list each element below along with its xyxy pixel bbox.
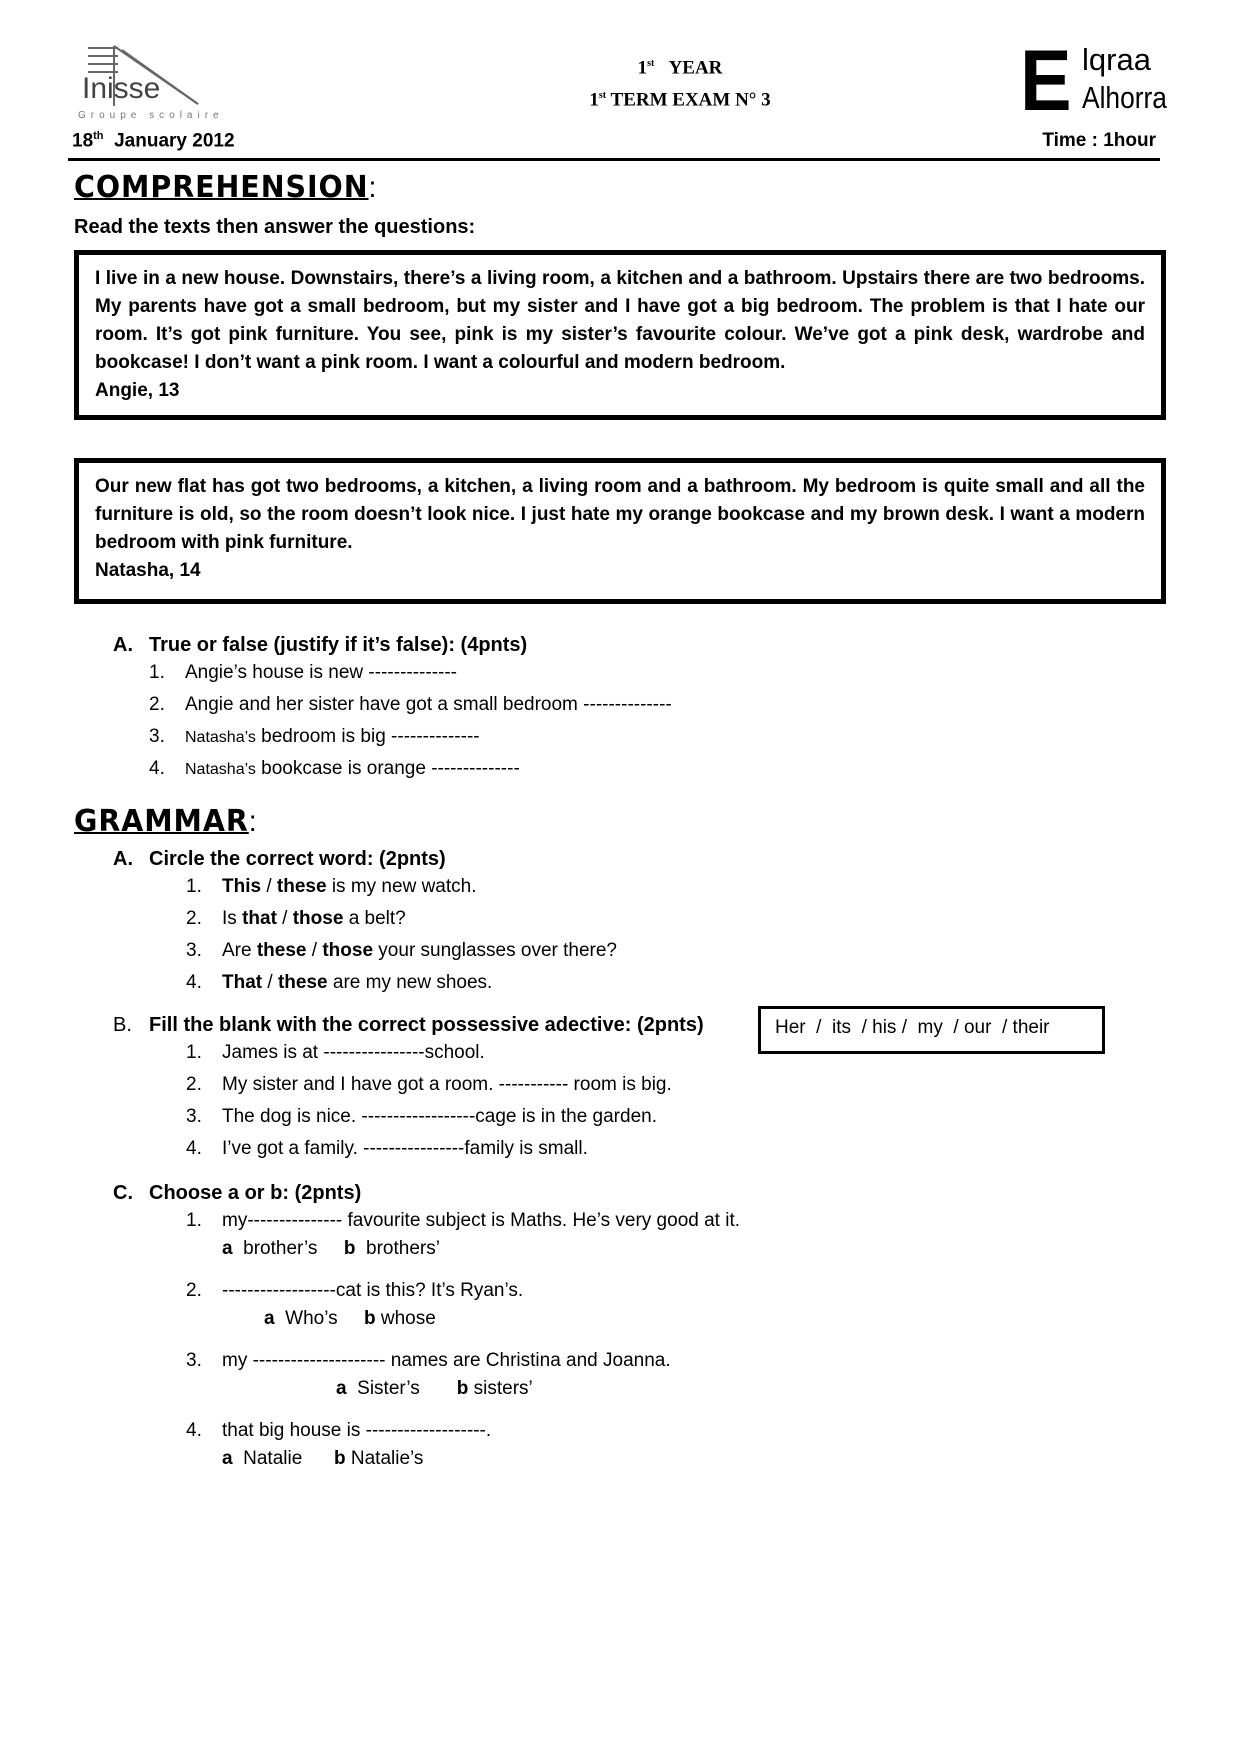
comprehension-instruction: Read the texts then answer the questions:: [74, 216, 476, 238]
fill-blank-item: 3. The dog is nice. ------------------cage is in the garden.: [186, 1106, 657, 1127]
true-false-item: 2. Angie and her sister have got a small bedroom --------------: [149, 694, 672, 715]
logo-left-subtitle: Groupe scolaire: [78, 110, 224, 121]
exam-date: 18th January 2012: [72, 130, 235, 152]
reading-text-angie: [74, 250, 1166, 420]
circle-word-item: 4. That / these are my new shoes.: [186, 972, 493, 993]
choose-item: 2. ------------------cat is this? It’s Ryan’s.: [186, 1280, 524, 1301]
circle-word-item: 1. This / these is my new watch.: [186, 876, 477, 897]
reading-text-natasha: [74, 458, 1166, 604]
choose-item: 1. my--------------- favourite subject is Maths. He’s very good at it.: [186, 1210, 741, 1231]
true-false-item: 4. Natasha’s bookcase is orange --------------: [149, 758, 520, 779]
choose-options: a Who’s b whose: [264, 1308, 436, 1329]
choose-options: a brother’s b brothers’: [222, 1238, 440, 1259]
reading-text-1: I live in a new house. Downstairs, there’s a living room, a kitchen and a bathroom. Upstairs there are two bedrooms. My parents have got a small bedroom, but my sister and I have got a big bedroom. The problem is that I hate our room. It’s got pink furniture. You see, pink is my sister’s favourite colour. We’ve got a pink desk, wardrobe and bookcase! I don’t want a pink room. I want a colourful and modern bedroom.: [95, 268, 1145, 373]
exam-heading: [520, 50, 840, 115]
reading-signature-2: Natasha, 14: [95, 560, 201, 581]
grammar-title: GRAMMAR:: [74, 804, 258, 839]
logo-right-line1: lqraa: [1082, 42, 1151, 77]
year-line: 1st YEAR: [637, 57, 723, 79]
choose-options: a Natalie b Natalie’s: [222, 1448, 424, 1469]
reading-text-2: Our new flat has got two bedrooms, a kitchen, a living room and a bathroom. My bedroom is quite small and all the furniture is old, so the room doesn’t look nice. I just hate my orange bookcase and my brown desk. I want a modern bedroom with pink furniture.: [95, 476, 1145, 553]
circle-word-item: 3. Are these / those your sunglasses over there?: [186, 940, 617, 961]
logo-right-line2: Alhorra: [1082, 80, 1167, 115]
true-false-item: 3. Natasha’s bedroom is big --------------: [149, 726, 480, 747]
possessive-word-box: Her / its / his / my / our / their: [758, 1006, 1105, 1054]
fill-blank-item: 4. I’ve got a family. ----------------family is small.: [186, 1138, 588, 1159]
grammar-part-c-title: C. Choose a or b: (2pnts): [113, 1182, 362, 1204]
comprehension-part-a-title: A. True or false (justify if it’s false): (4pnts): [113, 634, 528, 656]
logo-right-letter: E: [1020, 33, 1072, 129]
grammar-part-a-title: A. Circle the correct word: (2pnts): [113, 848, 446, 870]
exam-time: Time : 1hour: [1042, 130, 1156, 151]
comprehension-title: COMPREHENSION:: [74, 170, 378, 205]
header-divider: [68, 158, 1160, 161]
circle-word-item: 2. Is that / those a belt?: [186, 908, 406, 929]
true-false-item: 1. Angie’s house is new --------------: [149, 662, 458, 683]
reading-signature-1: Angie, 13: [95, 380, 180, 401]
fill-blank-item: 2. My sister and I have got a room. ----------- room is big.: [186, 1074, 672, 1095]
choose-item: 3. my --------------------- names are Christina and Joanna.: [186, 1350, 671, 1371]
term-line: 1st TERM EXAM N° 3: [589, 89, 771, 111]
logo-left-name: Inisse: [82, 72, 161, 105]
choose-item: 4. that big house is -------------------.: [186, 1420, 492, 1441]
fill-blank-item: 1. James is at ----------------school.: [186, 1042, 485, 1063]
grammar-part-b-title: B. Fill the blank with the correct possessive adective: (2pnts): [113, 1014, 704, 1036]
choose-options: a Sister’s b sisters’: [336, 1378, 533, 1399]
